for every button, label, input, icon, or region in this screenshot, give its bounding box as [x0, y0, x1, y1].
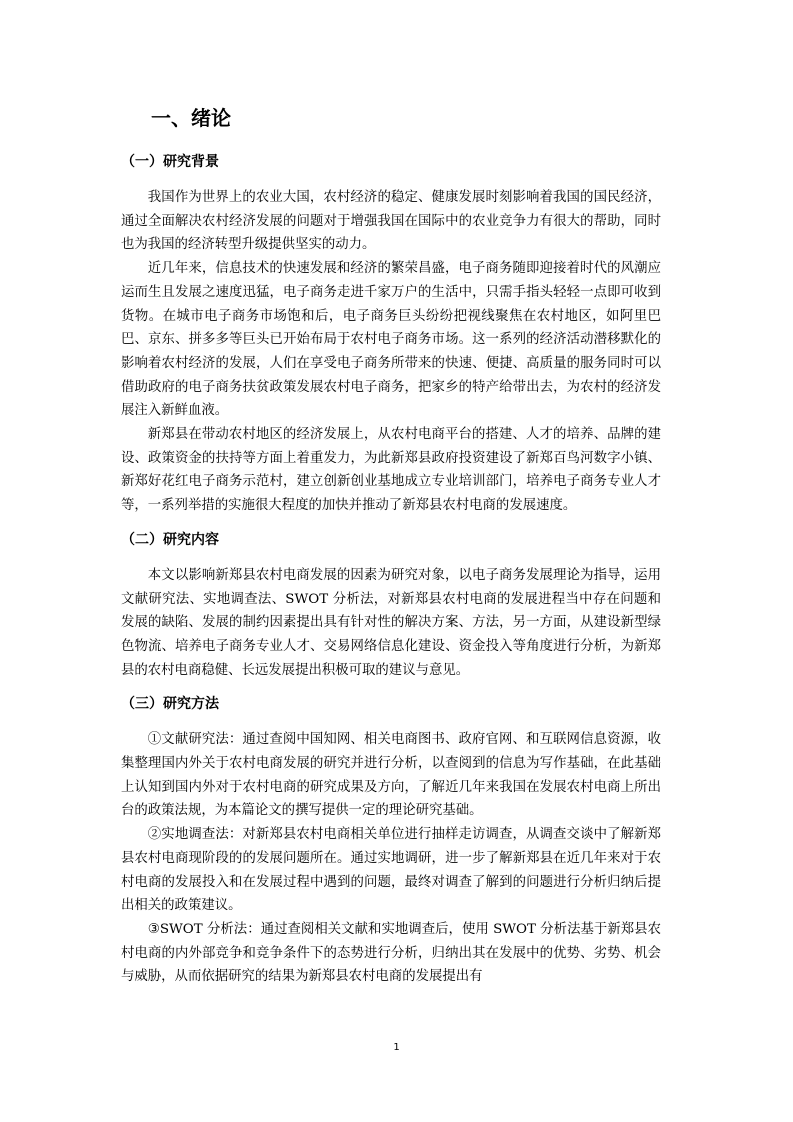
page-number: 1 — [393, 1042, 400, 1053]
paragraph-method-swot: ③SWOT 分析法：通过查阅相关文献和实地调查后，使用 SWOT 分析法基于新郑县农村电商的内外部竞争和竞争条件下的态势进行分析，归纳出其在发展中的优势、劣势、机会与威胁，从而依据研究的结果为新郑县农村电商的发展提出有 — [121, 921, 661, 985]
paragraph-method-literature: ①文献研究法：通过查阅中国知网、相关电商图书、政府官网、和互联网信息资源，收集整理国内外关于农村电商发展的研究并进行分析，以查阅到的信息为写作基础，在此基础上认知到国内外对于农村电商的研究成果及方向，了解近几年来我国在发展农村电商上所出台的政策法规，为本篇论文的撰写提供一定的理论研究基础。 — [121, 732, 661, 819]
paragraph-background-3: 新郑县在带动农村地区的经济发展上，从农村电商平台的搭建、人才的培养、品牌的建设、政策资金的扶持等方面上着重发力，为此新郑县政府投资建设了新郑百鸟河数字小镇、新郑好花红电子商务示范村，建立创新创业基地成立专业培训部门，培养电子商务专业人才等，一系列举措的实施很大程度的加快并推动了新郑县农村电商的发展速度。 — [121, 427, 661, 514]
section-heading-methods: （三）研究方法 — [121, 696, 219, 713]
paragraph-content-1: 本文以影响新郑县农村电商发展的因素为研究对象，以电子商务发展理论为指导，运用文献研究法、实地调查法、SWOT 分析法，对新郑县农村电商的发展进程当中存在问题和发展的缺陷、发展的制约因素提出具有针对性的解决方案、方法，另一方面，从建设新型绿色物流、培养电子商务专业人才、交易网络信息化建设、资金投入等角度进行分析，为新郑县的农村电商稳健、长远发展提出积极可取的建议与意见。 — [121, 567, 661, 678]
chapter-title: 一、绪论 — [151, 106, 231, 130]
paragraph-background-2: 近几年来，信息技术的快速发展和经济的繁荣昌盛，电子商务随即迎接着时代的风潮应运而生且发展之速度迅猛，电子商务走进千家万户的生活中，只需手指头轻轻一点即可收到货物。在城市电子商务市场饱和后，电子商务巨头纷纷把视线聚焦在农村地区，如阿里巴巴、京东、拼多多等巨头已开始布局于农村电子商务市场。这一系列的经济活动潜移默化的影响着农村经济的发展，人们在享受电子商务所带来的快速、便捷、高质量的服务同时可以借助政府的电子商务扶贫政策发展农村电子商务，把家乡的特产给带出去，为农村的经济发展注入新鲜血液。 — [121, 261, 661, 419]
section-heading-background: （一）研究背景 — [121, 154, 219, 170]
paragraph-background-1: 我国作为世界上的农业大国，农村经济的稳定、健康发展时刻影响着我国的国民经济，通过全面解决农村经济发展的问题对于增强我国在国际中的农业竞争力有很大的帮助，同时也为我国的经济转型升级提供坚实的动力。 — [121, 190, 661, 253]
document-body — [121, 104, 661, 989]
paragraph-method-field-survey: ②实地调查法：对新郑县农村电商相关单位进行抽样走访调查，从调查交谈中了解新郑县农村电商现阶段的的发展问题所在。通过实地调研，进一步了解新郑县在近几年来对于农村电商的发展投入和在发展过程中遇到的问题，最终对调查了解到的问题进行分析归纳后提出相关的政策建议。 — [121, 827, 661, 914]
section-heading-content: （二）研究内容 — [121, 531, 219, 548]
